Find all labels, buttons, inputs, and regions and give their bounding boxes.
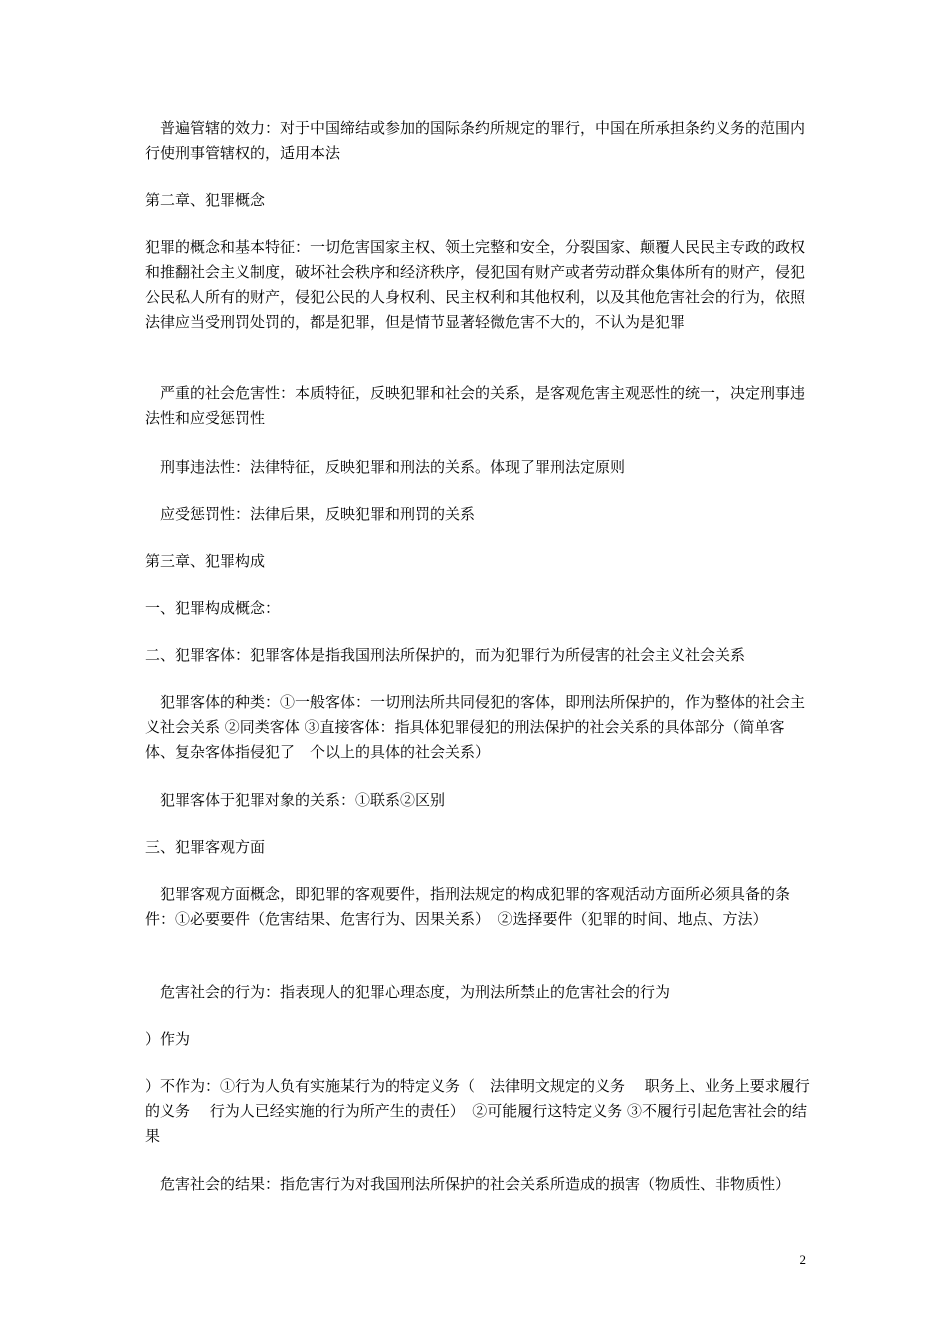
chapter-2-heading: 第二章、犯罪概念 (145, 191, 266, 209)
paragraph-objective-aspect: 犯罪客观方面概念，即犯罪的客观要件，指刑法规定的构成犯罪的客观活动方面所必须具备的条件：①必要要件（危害结果、危害行为、因果关系） ②选择要件（犯罪的时间、地点、方法） (145, 885, 791, 928)
paragraph-object-relation: 犯罪客体于犯罪对象的关系：①联系②区别 (160, 791, 446, 809)
paragraph-omission: ）不作为：①行为人负有实施某行为的特定义务（ 法律明文规定的义务 职务上、业务上要求履行的义务 行为人已经实施的行为所产生的责任） ②可能履行这特定义务 ③不履行引起危害社会的结果 (145, 1077, 810, 1145)
paragraph-object-types: 犯罪客体的种类：①一般客体：一切刑法所共同侵犯的客体，即刑法所保护的，作为整体的社会主义社会关系 ②同类客体 ③直接客体：指具体犯罪侵犯的刑法保护的社会关系的具体部分（简单客体、复杂客体指侵犯了 个以上的具体的社会关系） (145, 693, 806, 761)
page-number: 2 (799, 1252, 806, 1267)
chapter-3-heading: 第三章、犯罪构成 (145, 552, 266, 570)
section-2-heading: 二、犯罪客体：犯罪客体是指我国刑法所保护的，而为犯罪行为所侵害的社会主义社会关系 (145, 646, 746, 664)
paragraph-act: ）作为 (145, 1030, 191, 1048)
section-1-heading: 一、犯罪构成概念： (145, 599, 281, 617)
paragraph-harmful-act: 危害社会的行为：指表现人的犯罪心理态度，为刑法所禁止的危害社会的行为 (160, 983, 671, 1001)
paragraph-criminal-illegality: 刑事违法性：法律特征，反映犯罪和刑法的关系。体现了罪刑法定原则 (160, 458, 626, 476)
paragraph-universal-jurisdiction: 普遍管辖的效力：对于中国缔结或参加的国际条约所规定的罪行，中国在所承担条约义务的范围内行使刑事管辖权的，适用本法 (145, 119, 806, 162)
paragraph-crime-concept: 犯罪的概念和基本特征：一切危害国家主权、领土完整和安全，分裂国家、颠覆人民民主专政的政权和推翻社会主义制度，破坏社会秩序和经济秩序，侵犯国有财产或者劳动群众集体所有的财产，侵犯公民私人所有的财产，侵犯公民的人身权利、民主权利和其他权利，以及其他危害社会的行为，依照法律应当受刑罚处罚的，都是犯罪，但是情节显著轻微危害不大的，不认为是犯罪 (145, 238, 806, 331)
section-3-heading: 三、犯罪客观方面 (145, 838, 266, 856)
paragraph-social-harm: 严重的社会危害性：本质特征，反映犯罪和社会的关系，是客观危害主观恶性的统一，决定刑事违法性和应受惩罚性 (145, 384, 806, 427)
paragraph-harmful-result: 危害社会的结果：指危害行为对我国刑法所保护的社会关系所造成的损害（物质性、非物质性） (160, 1175, 791, 1193)
paragraph-punishability: 应受惩罚性：法律后果，反映犯罪和刑罚的关系 (160, 505, 476, 523)
